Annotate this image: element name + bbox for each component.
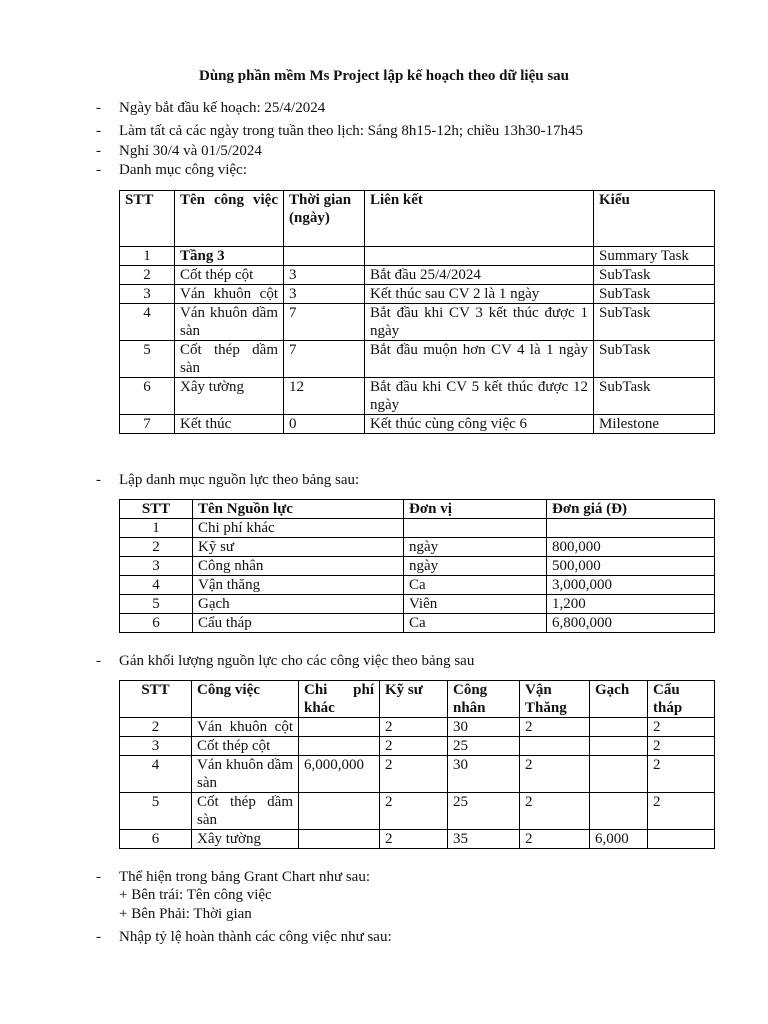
table-row <box>120 557 715 576</box>
resources-header-stt: STT <box>120 500 193 519</box>
table-cell: Bắt đầu 25/4/2024 <box>365 266 594 285</box>
table-cell: 2 <box>120 538 193 557</box>
table-cell: Summary Task <box>594 247 715 266</box>
table-cell: 3 <box>120 285 175 304</box>
table-cell: Ván khuôn dầm sàn <box>192 756 299 793</box>
table-cell: Bắt đầu khi CV 3 kết thúc được 1 ngày <box>365 304 594 341</box>
table-cell: 4 <box>120 304 175 341</box>
resources-header-row <box>120 500 715 519</box>
tasks-header-row <box>120 191 715 247</box>
table-cell: Kết thúc cùng công việc 6 <box>365 415 594 434</box>
table-cell: Cốt thép dầm sàn <box>192 793 299 830</box>
table-cell: 6,800,000 <box>547 614 715 633</box>
table-cell: 2 <box>120 266 175 285</box>
table-cell: 2 <box>520 830 590 849</box>
table-cell: 2 <box>648 737 715 756</box>
table-cell: Xây tường <box>192 830 299 849</box>
assign-header-task: Công việc <box>192 681 299 718</box>
table-cell: 35 <box>448 830 520 849</box>
table-cell: 2 <box>380 756 448 793</box>
table-cell: 2 <box>380 737 448 756</box>
assign-header-crane: Cẩu tháp <box>648 681 715 718</box>
table-row <box>120 756 715 793</box>
table-cell: Viên <box>404 595 547 614</box>
table-row <box>120 538 715 557</box>
table-cell: 25 <box>448 793 520 830</box>
table-row <box>120 718 715 737</box>
table-cell: 4 <box>120 576 193 595</box>
tasks-header-name: Tên công việc <box>175 191 284 247</box>
table-cell: Kỹ sư <box>193 538 404 557</box>
table-cell <box>404 519 547 538</box>
table-cell: ngày <box>404 557 547 576</box>
table-row <box>120 737 715 756</box>
table-row <box>120 378 715 415</box>
table-row <box>120 266 715 285</box>
table-cell: 1 <box>120 519 193 538</box>
table-cell: 3 <box>120 737 192 756</box>
table-cell <box>547 519 715 538</box>
table-cell: Cốt thép dầm sàn <box>175 341 284 378</box>
tasks-header-type: Kiểu <box>594 191 715 247</box>
table-row <box>120 285 715 304</box>
table-row <box>120 576 715 595</box>
tasks-header-duration: Thời gian (ngày) <box>284 191 365 247</box>
table-row <box>120 341 715 378</box>
assign-header-worker: Công nhân <box>448 681 520 718</box>
table-cell: Ca <box>404 576 547 595</box>
table-cell <box>590 756 648 793</box>
document-title: Dùng phần mềm Ms Project lập kế hoạch theo dữ liệu sau <box>199 68 569 84</box>
table-cell: 7 <box>284 304 365 341</box>
table-cell: 30 <box>448 756 520 793</box>
table-row <box>120 415 715 434</box>
table-cell: Ván khuôn cột <box>175 285 284 304</box>
table-cell: Vận thăng <box>193 576 404 595</box>
table-cell <box>365 247 594 266</box>
table-cell: Xây tường <box>175 378 284 415</box>
table-cell: 25 <box>448 737 520 756</box>
resources-header-price: Đơn giá (Đ) <box>547 500 715 519</box>
table-cell: 2 <box>380 793 448 830</box>
table-cell: 2 <box>520 756 590 793</box>
gantt-right-note: + Bên Phải: Thời gian <box>119 906 252 922</box>
table-cell: Ván khuôn cột <box>192 718 299 737</box>
table-cell <box>299 718 380 737</box>
table-cell: 5 <box>120 793 192 830</box>
table-cell: Bắt đầu muộn hơn CV 4 là 1 ngày <box>365 341 594 378</box>
table-cell <box>590 737 648 756</box>
table-cell: 3 <box>284 266 365 285</box>
table-cell: 12 <box>284 378 365 415</box>
table-cell: 1,200 <box>547 595 715 614</box>
assign-header-engineer: Kỹ sư <box>380 681 448 718</box>
tasks-header-stt: STT <box>120 191 175 247</box>
assign-header-other-cost: Chi phí khác <box>299 681 380 718</box>
table-cell: 5 <box>120 595 193 614</box>
table-row <box>120 614 715 633</box>
table-row <box>120 304 715 341</box>
table-cell: Ván khuôn dầm sàn <box>175 304 284 341</box>
table-cell <box>590 793 648 830</box>
table-cell: Ca <box>404 614 547 633</box>
resources-header-name: Tên Nguồn lực <box>193 500 404 519</box>
assign-header-stt: STT <box>120 681 192 718</box>
table-cell: 2 <box>380 830 448 849</box>
table-cell: Kết thúc sau CV 2 là 1 ngày <box>365 285 594 304</box>
table-cell: Bắt đầu khi CV 5 kết thúc được 12 ngày <box>365 378 594 415</box>
table-cell: 500,000 <box>547 557 715 576</box>
table-cell: 1 <box>120 247 175 266</box>
table-row <box>120 830 715 849</box>
table-cell <box>299 737 380 756</box>
gantt-left-note: + Bên trái: Tên công việc <box>119 887 272 903</box>
table-cell: 2 <box>120 718 192 737</box>
table-row <box>120 247 715 266</box>
table-cell: 3,000,000 <box>547 576 715 595</box>
table-cell: Chi phí khác <box>193 519 404 538</box>
table-cell <box>284 247 365 266</box>
assign-header-brick: Gạch <box>590 681 648 718</box>
table-cell <box>299 830 380 849</box>
table-cell: 2 <box>648 756 715 793</box>
table-cell <box>520 737 590 756</box>
table-cell: 2 <box>380 718 448 737</box>
table-cell: 3 <box>120 557 193 576</box>
table-cell: SubTask <box>594 341 715 378</box>
table-cell: ngày <box>404 538 547 557</box>
table-row <box>120 595 715 614</box>
table-cell: 2 <box>520 793 590 830</box>
table-cell <box>299 793 380 830</box>
table-cell: SubTask <box>594 378 715 415</box>
table-cell: 0 <box>284 415 365 434</box>
resources-table <box>119 499 715 633</box>
table-cell: 3 <box>284 285 365 304</box>
table-cell: SubTask <box>594 285 715 304</box>
table-cell <box>590 718 648 737</box>
table-cell: 2 <box>520 718 590 737</box>
table-cell: 800,000 <box>547 538 715 557</box>
table-cell: 2 <box>648 793 715 830</box>
table-cell: 6,000,000 <box>299 756 380 793</box>
table-cell: Milestone <box>594 415 715 434</box>
table-cell: 7 <box>284 341 365 378</box>
table-cell: Cẩu tháp <box>193 614 404 633</box>
assign-table <box>119 680 715 849</box>
table-cell: Công nhân <box>193 557 404 576</box>
table-cell: 4 <box>120 756 192 793</box>
table-cell: SubTask <box>594 266 715 285</box>
table-cell: 7 <box>120 415 175 434</box>
table-cell: Cốt thép cột <box>192 737 299 756</box>
table-row <box>120 519 715 538</box>
assign-header-hoist: Vận Thăng <box>520 681 590 718</box>
table-cell: 5 <box>120 341 175 378</box>
table-cell: 6 <box>120 830 192 849</box>
table-cell: 6 <box>120 614 193 633</box>
table-cell: Gạch <box>193 595 404 614</box>
table-row <box>120 793 715 830</box>
table-cell: 30 <box>448 718 520 737</box>
table-cell: Kết thúc <box>175 415 284 434</box>
table-cell: 6 <box>120 378 175 415</box>
table-cell: 6,000 <box>590 830 648 849</box>
assign-header-row <box>120 681 715 718</box>
tasks-header-link: Liên kết <box>365 191 594 247</box>
table-cell: SubTask <box>594 304 715 341</box>
table-cell <box>648 830 715 849</box>
resources-header-unit: Đơn vị <box>404 500 547 519</box>
table-cell: 2 <box>648 718 715 737</box>
table-cell: Cốt thép cột <box>175 266 284 285</box>
table-cell: Tầng 3 <box>175 247 284 266</box>
tasks-table <box>119 190 715 434</box>
